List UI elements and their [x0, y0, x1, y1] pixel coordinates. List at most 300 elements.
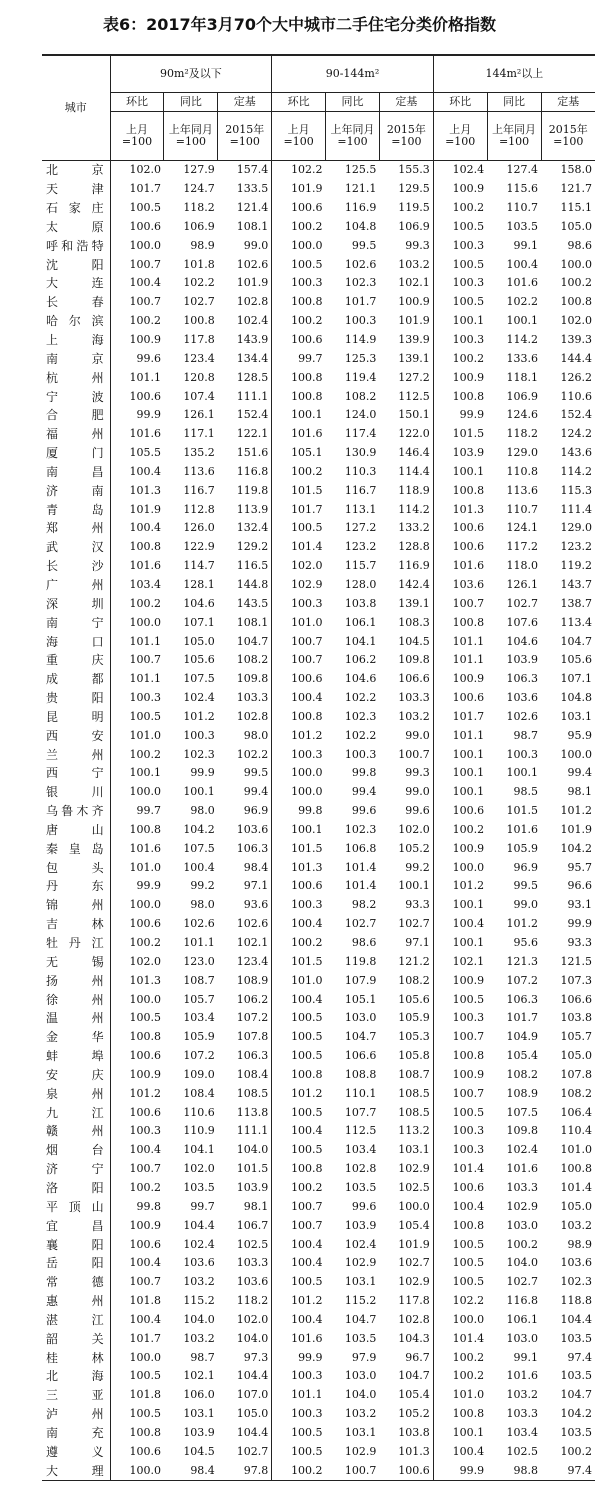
index-value-cell: 117.8 — [183, 333, 215, 347]
index-value-cell: 116.8 — [236, 464, 269, 478]
index-value-cell: 100.5 — [110, 199, 164, 218]
index-value-cell: 98.7 — [190, 1350, 215, 1364]
city-name-cell: 长沙 — [46, 559, 104, 574]
index-value-cell: 104.0 — [183, 1312, 215, 1326]
index-value-cell: 121.3 — [506, 954, 538, 968]
index-value-cell: 100.5 — [433, 1235, 487, 1254]
index-value-cell: 109.8 — [236, 672, 269, 686]
index-value-cell: 106.6 — [398, 672, 430, 686]
index-value-cell: 129.0 — [506, 446, 538, 460]
index-value-cell: 128.5 — [236, 370, 269, 384]
table-row — [42, 689, 595, 708]
index-value-cell: 100.5 — [272, 1442, 326, 1461]
index-value-cell: 100.6 — [110, 915, 164, 934]
index-value-cell: 100.2 — [433, 199, 487, 218]
index-value-cell: 98.4 — [190, 1463, 215, 1477]
index-value-cell: 117.4 — [344, 427, 377, 441]
index-value-cell: 106.2 — [236, 992, 269, 1006]
index-value-cell: 104.0 — [236, 1331, 269, 1345]
index-value-cell: 100.0 — [110, 1461, 164, 1480]
index-value-cell: 108.2 — [506, 1067, 538, 1081]
index-value-cell: 100.5 — [433, 255, 487, 274]
table-row — [42, 802, 595, 821]
table-row — [42, 1310, 595, 1329]
index-value-cell: 101.3 — [398, 1444, 430, 1458]
index-value-cell: 100.7 — [110, 1273, 164, 1292]
table-row — [42, 1442, 595, 1461]
index-value-cell: 121.2 — [398, 954, 430, 968]
index-value-cell: 152.4 — [236, 408, 269, 422]
table-row — [42, 1160, 595, 1179]
city-name-cell: 南京 — [46, 351, 104, 366]
index-value-cell: 100.2 — [433, 1367, 487, 1386]
table-row — [42, 971, 595, 990]
index-value-cell: 106.7 — [236, 1218, 269, 1232]
index-value-cell: 100.6 — [433, 802, 487, 821]
index-value-cell: 115.2 — [183, 1294, 215, 1308]
index-value-cell: 102.7 — [398, 1256, 430, 1270]
index-value-cell: 103.5 — [344, 1180, 377, 1194]
index-value-cell: 105.6 — [398, 992, 430, 1006]
index-value-cell: 100.8 — [433, 1047, 487, 1066]
index-value-cell: 102.0 — [560, 314, 592, 328]
index-value-cell: 100.8 — [110, 1028, 164, 1047]
index-value-cell: 100.1 — [433, 764, 487, 783]
index-value-cell: 101.4 — [560, 1180, 592, 1194]
index-value-cell: 100.0 — [272, 783, 326, 802]
index-value-cell: 96.9 — [513, 860, 538, 874]
index-value-cell: 104.7 — [344, 1312, 377, 1326]
index-value-cell: 100.6 — [272, 199, 326, 218]
city-name-cell: 福州 — [46, 427, 104, 442]
index-value-cell: 100.7 — [433, 594, 487, 613]
city-name-cell: 岳阳 — [46, 1256, 104, 1271]
index-value-cell: 100.2 — [110, 1179, 164, 1198]
index-value-cell: 100.3 — [272, 896, 326, 915]
group-header-medium — [272, 55, 434, 93]
index-value-cell: 102.3 — [344, 709, 377, 723]
index-value-cell: 103.5 — [560, 1331, 592, 1345]
index-value-cell: 103.1 — [183, 1407, 215, 1421]
city-name-cell: 长春 — [46, 295, 104, 310]
base-period-header: 2015年 =100 — [218, 112, 272, 161]
index-value-cell: 100.6 — [110, 1442, 164, 1461]
index-value-cell: 100.5 — [110, 1405, 164, 1424]
index-value-cell: 100.0 — [110, 990, 164, 1009]
city-name-cell: 大理 — [46, 1463, 104, 1478]
index-value-cell: 100.1 — [433, 1424, 487, 1443]
index-value-cell: 100.1 — [272, 406, 326, 425]
index-value-cell: 107.8 — [236, 1030, 269, 1044]
index-value-cell: 102.8 — [398, 1312, 430, 1326]
index-value-cell: 127.2 — [344, 521, 377, 535]
index-value-cell: 102.4 — [183, 1237, 215, 1251]
index-value-cell: 108.5 — [236, 1086, 269, 1100]
index-value-cell: 119.2 — [560, 559, 592, 573]
index-value-cell: 100.6 — [110, 387, 164, 406]
index-value-cell: 103.2 — [183, 1275, 215, 1289]
table-row — [42, 651, 595, 670]
index-value-cell: 100.3 — [272, 594, 326, 613]
city-name-cell: 吉林 — [46, 917, 104, 932]
index-value-cell: 129.0 — [560, 521, 592, 535]
index-value-cell: 127.9 — [183, 163, 215, 177]
index-value-cell: 106.9 — [398, 219, 430, 233]
index-value-cell: 105.4 — [506, 1049, 538, 1063]
index-value-cell: 117.8 — [398, 1294, 430, 1308]
index-value-cell: 100.3 — [433, 1122, 487, 1141]
index-value-cell: 105.6 — [560, 653, 592, 667]
index-value-cell: 117.1 — [183, 427, 215, 441]
index-value-cell: 105.0 — [560, 1199, 592, 1213]
index-value-cell: 100.5 — [433, 293, 487, 312]
index-value-cell: 100.8 — [183, 314, 215, 328]
index-value-cell: 158.0 — [560, 163, 592, 177]
index-value-cell: 99.2 — [190, 879, 215, 893]
index-value-cell: 100.0 — [110, 896, 164, 915]
city-name-cell: 济宁 — [46, 1162, 104, 1177]
index-value-cell: 103.0 — [506, 1218, 538, 1232]
index-value-cell: 95.6 — [513, 936, 538, 950]
index-value-cell: 102.2 — [183, 276, 215, 290]
index-value-cell: 100.4 — [433, 1197, 487, 1216]
index-value-cell: 100.3 — [272, 745, 326, 764]
index-value-cell: 100.6 — [272, 670, 326, 689]
index-value-cell: 130.9 — [344, 446, 377, 460]
index-value-cell: 101.0 — [560, 1143, 592, 1157]
index-value-cell: 155.3 — [398, 163, 430, 177]
city-name-cell: 成都 — [46, 672, 104, 687]
index-value-cell: 108.8 — [344, 1067, 377, 1081]
index-value-cell: 100.9 — [433, 670, 487, 689]
table-row — [42, 1216, 595, 1235]
index-value-cell: 100.6 — [110, 218, 164, 237]
index-value-cell: 110.9 — [183, 1124, 215, 1138]
city-name-cell: 扬州 — [46, 973, 104, 988]
index-value-cell: 101.4 — [433, 1160, 487, 1179]
index-value-cell: 123.2 — [344, 540, 377, 554]
city-name-cell: 唐山 — [46, 822, 104, 837]
index-value-cell: 100.2 — [272, 1179, 326, 1198]
index-value-cell: 98.7 — [513, 728, 538, 742]
index-value-cell: 100.4 — [506, 257, 538, 271]
table-row — [42, 538, 595, 557]
index-value-cell: 100.8 — [433, 1405, 487, 1424]
index-value-cell: 100.8 — [272, 368, 326, 387]
index-value-cell: 100.2 — [272, 218, 326, 237]
index-value-cell: 103.9 — [433, 444, 487, 463]
table-row — [42, 613, 595, 632]
city-name-cell: 平顶山 — [46, 1199, 104, 1214]
index-value-cell: 100.5 — [433, 218, 487, 237]
index-value-cell: 100.7 — [433, 1084, 487, 1103]
group-header-label: 90m²及以下 — [159, 67, 222, 80]
index-value-cell: 101.4 — [433, 1329, 487, 1348]
table-row — [42, 293, 595, 312]
index-value-cell: 98.5 — [513, 785, 538, 799]
index-type-header: 同比 — [326, 93, 380, 112]
index-value-cell: 100.3 — [272, 1405, 326, 1424]
index-value-cell: 101.9 — [398, 314, 430, 328]
index-value-cell: 99.9 — [433, 406, 487, 425]
index-value-cell: 127.2 — [398, 370, 430, 384]
index-value-cell: 101.5 — [272, 839, 326, 858]
index-value-cell: 103.9 — [183, 1425, 215, 1439]
index-value-cell: 109.8 — [506, 1124, 538, 1138]
index-value-cell: 100.2 — [560, 1444, 592, 1458]
index-value-cell: 103.3 — [236, 691, 269, 705]
city-name-cell: 南宁 — [46, 615, 104, 630]
table-row — [42, 1179, 595, 1198]
index-value-cell: 100.3 — [433, 236, 487, 255]
index-value-cell: 110.7 — [506, 502, 538, 516]
index-value-cell: 101.2 — [560, 804, 592, 818]
table-row — [42, 519, 595, 538]
city-name-cell: 天津 — [46, 182, 104, 197]
city-name-cell: 南充 — [46, 1425, 104, 1440]
index-value-cell: 99.1 — [513, 238, 538, 252]
table-row — [42, 670, 595, 689]
index-value-cell: 98.0 — [190, 804, 215, 818]
index-value-cell: 106.3 — [506, 992, 538, 1006]
table-row — [42, 463, 595, 482]
index-value-cell: 106.9 — [183, 219, 215, 233]
group-header-large — [433, 55, 595, 93]
index-value-cell: 100.9 — [398, 295, 430, 309]
base-period-header: 上年同月 =100 — [164, 112, 218, 161]
index-value-cell: 99.5 — [513, 879, 538, 893]
table-title: 表6：2017年3月70个大中城市二手住宅分类价格指数 — [102, 15, 497, 34]
index-value-cell: 99.4 — [567, 766, 592, 780]
index-value-cell: 105.4 — [398, 1388, 430, 1402]
index-value-cell: 108.5 — [398, 1105, 430, 1119]
index-value-cell: 124.7 — [183, 182, 215, 196]
index-value-cell: 102.2 — [272, 161, 326, 180]
index-value-cell: 117.2 — [506, 540, 538, 554]
index-value-cell: 104.2 — [183, 822, 215, 836]
index-value-cell: 103.2 — [398, 257, 430, 271]
index-value-cell: 114.7 — [183, 559, 215, 573]
index-value-cell: 106.3 — [506, 672, 538, 686]
index-value-cell: 102.3 — [344, 276, 377, 290]
index-value-cell: 100.2 — [272, 463, 326, 482]
index-value-cell: 104.6 — [183, 596, 215, 610]
index-value-cell: 101.8 — [183, 257, 215, 271]
index-value-cell: 97.9 — [351, 1350, 377, 1364]
index-value-cell: 107.1 — [183, 615, 215, 629]
group-header-label: 90-144m² — [325, 67, 380, 80]
index-value-cell: 100.9 — [433, 1066, 487, 1085]
index-value-cell: 103.6 — [433, 576, 487, 595]
index-value-cell: 110.1 — [344, 1086, 377, 1100]
index-value-cell: 113.6 — [183, 464, 215, 478]
index-value-cell: 102.1 — [236, 936, 269, 950]
index-value-cell: 101.0 — [272, 613, 326, 632]
index-value-cell: 103.0 — [344, 1369, 377, 1383]
index-value-cell: 110.4 — [560, 1124, 592, 1138]
index-value-cell: 100.1 — [433, 934, 487, 953]
index-value-cell: 101.7 — [110, 180, 164, 199]
index-value-cell: 104.4 — [236, 1425, 269, 1439]
index-value-cell: 103.2 — [560, 1218, 592, 1232]
table-row — [42, 1009, 595, 1028]
index-value-cell: 103.0 — [344, 1011, 377, 1025]
index-value-cell: 103.3 — [236, 1256, 269, 1270]
index-value-cell: 93.3 — [567, 936, 592, 950]
index-value-cell: 100.9 — [433, 839, 487, 858]
index-value-cell: 100.6 — [433, 538, 487, 557]
index-value-cell: 100.4 — [110, 274, 164, 293]
index-value-cell: 101.7 — [506, 1011, 538, 1025]
index-value-cell: 102.8 — [344, 1162, 377, 1176]
index-value-cell: 101.9 — [272, 180, 326, 199]
price-index-table — [42, 54, 595, 1481]
index-value-cell: 100.3 — [272, 274, 326, 293]
index-value-cell: 103.2 — [506, 1388, 538, 1402]
index-value-cell: 102.4 — [183, 691, 215, 705]
index-value-cell: 102.7 — [398, 917, 430, 931]
index-value-cell: 100.3 — [433, 1009, 487, 1028]
index-value-cell: 133.2 — [398, 521, 430, 535]
index-value-cell: 95.7 — [567, 860, 592, 874]
city-name-cell: 杭州 — [46, 370, 104, 385]
index-value-cell: 96.9 — [243, 804, 269, 818]
city-name-cell: 宜昌 — [46, 1218, 104, 1233]
index-value-cell: 103.8 — [560, 1011, 592, 1025]
index-value-cell: 112.8 — [183, 502, 215, 516]
index-value-cell: 105.2 — [398, 841, 430, 855]
index-value-cell: 100.7 — [272, 1197, 326, 1216]
index-value-cell: 107.9 — [344, 973, 377, 987]
index-value-cell: 111.4 — [560, 502, 592, 516]
city-name-cell: 九江 — [46, 1105, 104, 1120]
index-value-cell: 99.7 — [190, 1199, 215, 1213]
index-value-cell: 99.9 — [110, 406, 164, 425]
index-value-cell: 100.8 — [272, 293, 326, 312]
index-value-cell: 105.8 — [398, 1049, 430, 1063]
index-value-cell: 126.1 — [506, 577, 538, 591]
table-row — [42, 199, 595, 218]
index-value-cell: 123.4 — [236, 954, 269, 968]
index-value-cell: 126.0 — [183, 521, 215, 535]
group-header-small — [110, 55, 272, 93]
index-value-cell: 109.8 — [398, 653, 430, 667]
index-value-cell: 104.7 — [560, 634, 592, 648]
index-value-cell: 105.9 — [398, 1011, 430, 1025]
index-value-cell: 124.0 — [344, 408, 377, 422]
table-row — [42, 444, 595, 463]
index-value-cell: 103.9 — [236, 1180, 269, 1194]
table-row — [42, 331, 595, 350]
index-value-cell: 102.2 — [506, 295, 538, 309]
index-value-cell: 101.3 — [433, 500, 487, 519]
index-value-cell: 93.3 — [405, 898, 430, 912]
index-value-cell: 100.0 — [398, 1199, 430, 1213]
index-value-cell: 101.8 — [110, 1292, 164, 1311]
index-value-cell: 100.7 — [110, 255, 164, 274]
index-value-cell: 100.4 — [272, 915, 326, 934]
index-value-cell: 108.1 — [236, 615, 269, 629]
index-value-cell: 100.8 — [433, 387, 487, 406]
index-value-cell: 128.0 — [344, 577, 377, 591]
index-value-cell: 102.9 — [272, 576, 326, 595]
table-row — [42, 1367, 595, 1386]
city-name-cell: 烟台 — [46, 1143, 104, 1158]
index-value-cell: 101.1 — [433, 651, 487, 670]
city-name-cell: 沈阳 — [46, 257, 104, 272]
index-value-cell: 104.6 — [506, 634, 538, 648]
city-name-cell: 徐州 — [46, 992, 104, 1007]
index-value-cell: 108.9 — [506, 1086, 538, 1100]
city-name-cell: 常德 — [46, 1275, 104, 1290]
index-value-cell: 103.6 — [183, 1256, 215, 1270]
index-value-cell: 144.4 — [560, 351, 592, 365]
index-value-cell: 118.0 — [506, 559, 538, 573]
index-value-cell: 100.9 — [110, 1216, 164, 1235]
table-row — [42, 349, 595, 368]
index-value-cell: 100.3 — [110, 689, 164, 708]
table-row — [42, 500, 595, 519]
index-value-cell: 100.8 — [272, 387, 326, 406]
index-value-cell: 100.2 — [110, 745, 164, 764]
index-value-cell: 99.0 — [405, 785, 430, 799]
index-value-cell: 102.3 — [344, 822, 377, 836]
index-value-cell: 100.4 — [183, 860, 215, 874]
index-value-cell: 104.7 — [344, 1030, 377, 1044]
index-value-cell: 104.2 — [560, 841, 592, 855]
index-value-cell: 102.0 — [183, 1162, 215, 1176]
index-value-cell: 100.4 — [272, 1235, 326, 1254]
index-value-cell: 98.8 — [513, 1463, 538, 1477]
city-name-cell: 呼和浩特 — [46, 238, 104, 253]
index-value-cell: 100.4 — [272, 1310, 326, 1329]
table-row — [42, 161, 595, 180]
index-value-cell: 100.1 — [183, 785, 215, 799]
index-value-cell: 104.6 — [344, 672, 377, 686]
city-name-cell: 厦门 — [46, 446, 104, 461]
index-value-cell: 100.8 — [433, 1216, 487, 1235]
index-value-cell: 96.7 — [405, 1350, 430, 1364]
table-row — [42, 896, 595, 915]
index-value-cell: 116.9 — [344, 201, 377, 215]
index-value-cell: 103.5 — [560, 1369, 592, 1383]
index-value-cell: 107.3 — [560, 973, 592, 987]
index-value-cell: 101.2 — [272, 1292, 326, 1311]
city-name-cell: 襄阳 — [46, 1237, 104, 1252]
index-value-cell: 100.4 — [272, 1254, 326, 1273]
index-value-cell: 103.4 — [110, 576, 164, 595]
index-value-cell: 102.6 — [236, 257, 269, 271]
index-value-cell: 99.4 — [243, 785, 269, 799]
table-row — [42, 1103, 595, 1122]
index-value-cell: 100.8 — [560, 295, 592, 309]
index-value-cell: 100.4 — [433, 915, 487, 934]
index-value-cell: 102.5 — [398, 1180, 430, 1194]
index-value-cell: 105.0 — [560, 219, 592, 233]
index-value-cell: 115.6 — [506, 182, 538, 196]
index-value-cell: 101.2 — [110, 1084, 164, 1103]
index-value-cell: 110.6 — [183, 1105, 215, 1119]
index-value-cell: 100.7 — [110, 651, 164, 670]
index-value-cell: 108.2 — [398, 973, 430, 987]
index-value-cell: 102.8 — [236, 295, 269, 309]
index-type-row — [42, 93, 595, 112]
index-value-cell: 122.0 — [398, 427, 430, 441]
table-row — [42, 1197, 595, 1216]
index-value-cell: 104.1 — [344, 634, 377, 648]
index-value-cell: 104.7 — [398, 1369, 430, 1383]
index-value-cell: 110.3 — [344, 464, 377, 478]
